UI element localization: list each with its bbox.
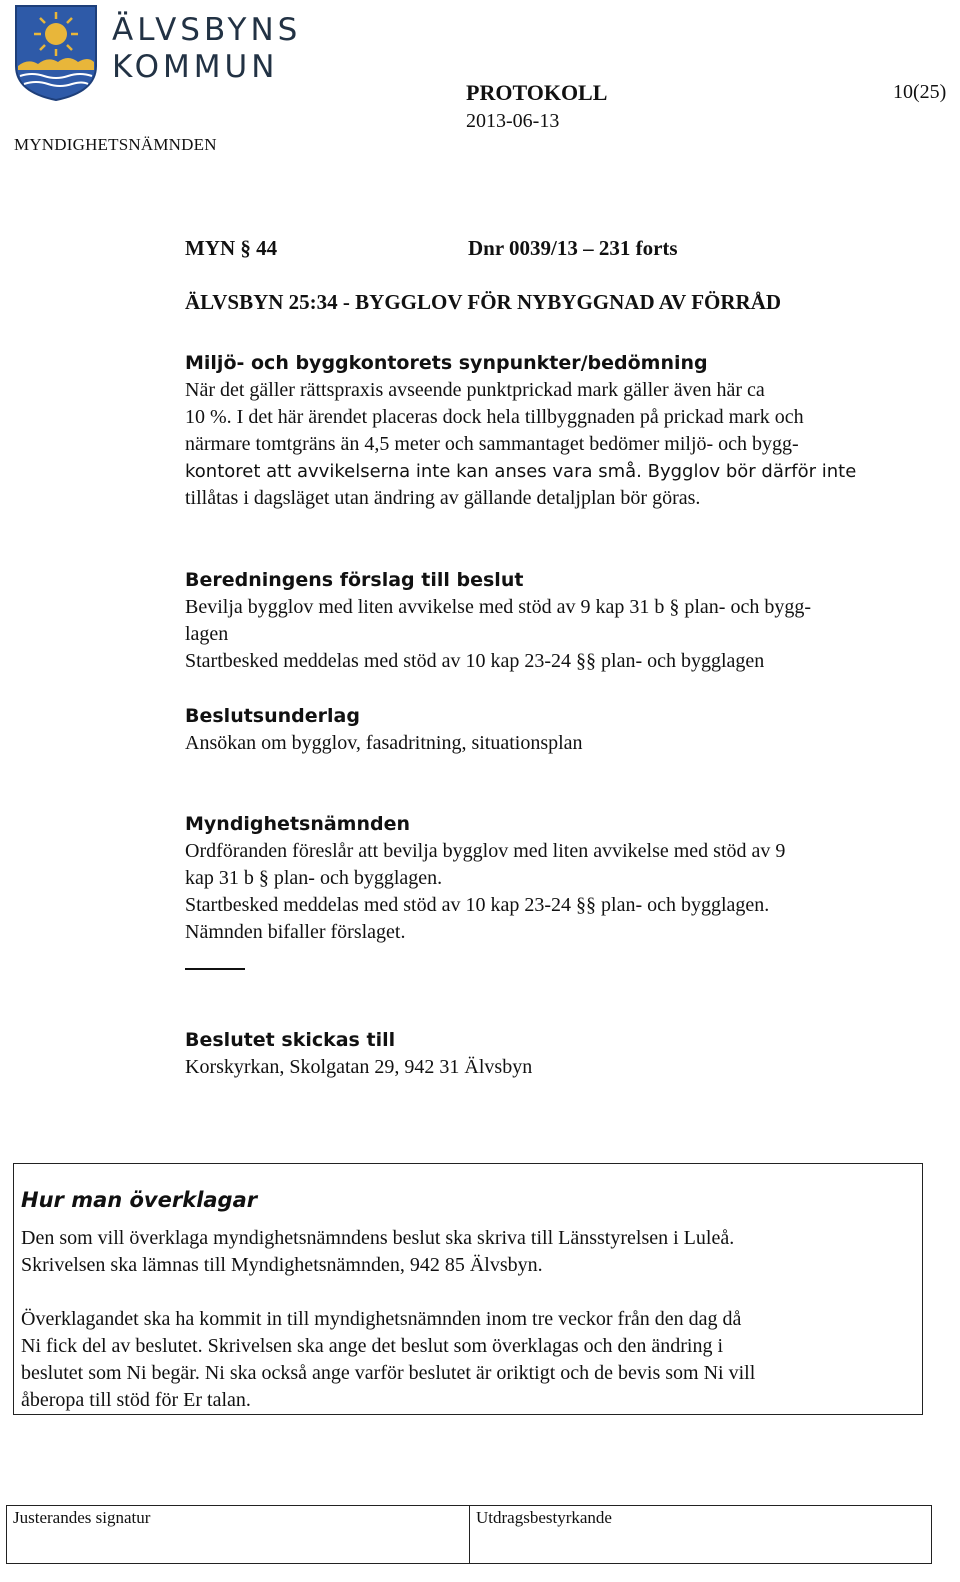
assessment-line: tillåtas i dagsläget utan ändring av gällande detaljplan bör göras. [185,487,701,509]
org-name-line1: ÄLVSBYNS [112,12,302,48]
signature-table [6,1505,932,1564]
basis-heading: Beslutsunderlag [185,705,360,727]
extract-certification-field[interactable] [470,1506,931,1563]
board-line: Nämnden bifaller förslaget. [185,921,406,943]
proposal-line: Bevilja bygglov med liten avvikelse med stöd av 9 kap 31 b § plan- och bygg- [185,596,811,618]
board-heading: Myndighetsnämnden [185,813,411,835]
extract-certification-label: Utdragsbestyrkande [476,1508,612,1527]
sent-to-text: Korskyrkan, Skolgatan 29, 942 31 Älvsbyn [185,1056,533,1078]
appeal-line: Ni fick del av beslutet. Skrivelsen ska ange det beslut som överklagas och den ändring i [21,1335,724,1357]
adjuster-signature-label: Justerandes signatur [13,1508,151,1527]
appeal-line: beslutet som Ni begär. Ni ska också ange varför beslutet är oriktigt och de bevis som Ni vill [21,1362,756,1384]
proposal-heading: Beredningens förslag till beslut [185,569,524,591]
assessment-line: När det gäller rättspraxis avseende punktprickad mark gäller även här ca [185,379,765,401]
board-section [185,811,915,946]
assessment-heading: Miljö- och byggkontorets synpunkter/bedömning [185,352,708,374]
proposal-line: lagen [185,623,229,645]
appeal-line: åberopa till stöd för Er talan. [21,1389,251,1411]
assessment-section [185,350,915,512]
appeal-paragraph-1 [21,1225,911,1279]
assessment-line: närmare tomtgräns än 4,5 meter och sammantaget bedömer miljö- och bygg- [185,433,799,455]
municipality-crest [14,4,98,102]
basis-text: Ansökan om bygglov, fasadritning, situationsplan [185,732,583,754]
case-title: ÄLVSBYN 25:34 - BYGGLOV FÖR NYBYGGNAD AV FÖRRÅD [185,290,782,314]
board-line: Startbesked meddelas med stöd av 10 kap 23-24 §§ plan- och bygglagen. [185,894,770,916]
case-paragraph-number: MYN § 44 [185,236,278,260]
board-line: Ordföranden föreslår att bevilja bygglov med liten avvikelse med stöd av 9 [185,840,786,862]
sent-to-heading: Beslutet skickas till [185,1029,396,1051]
board-line: kap 31 b § plan- och bygglagen. [185,867,443,889]
appeal-line: Skrivelsen ska lämnas till Myndighetsnämnden, 942 85 Älvsbyn. [21,1254,543,1276]
appeal-line: Överklagandet ska ha kommit in till myndighetsnämnden inom tre veckor från den dag då [21,1308,742,1330]
board-name: MYNDIGHETSNÄMNDEN [14,135,217,154]
adjuster-signature-field[interactable] [7,1506,470,1563]
document-date: 2013-06-13 [466,110,560,132]
case-diary-number: Dnr 0039/13 – 231 forts [468,236,678,260]
page-number: 10(25) [893,81,947,103]
assessment-line: 10 %. I det här ärendet placeras dock hela tillbyggnaden på prickad mark och [185,406,804,428]
appeal-heading: Hur man överklagar [21,1188,258,1212]
appeal-line: Den som vill överklaga myndighetsnämndens beslut ska skriva till Länsstyrelsen i Luleå. [21,1227,735,1249]
org-name-line2: KOMMUN [112,49,279,85]
section-divider [185,968,245,970]
proposal-section [185,567,915,675]
assessment-line: kontoret att avvikelserna inte kan anses vara små. Bygglov bör därför inte [185,461,857,482]
document-type: PROTOKOLL [466,80,608,105]
sent-to-section [185,1027,915,1081]
proposal-line: Startbesked meddelas med stöd av 10 kap 23-24 §§ plan- och bygglagen [185,650,765,672]
basis-section [185,703,915,757]
appeal-paragraph-2 [21,1306,911,1414]
